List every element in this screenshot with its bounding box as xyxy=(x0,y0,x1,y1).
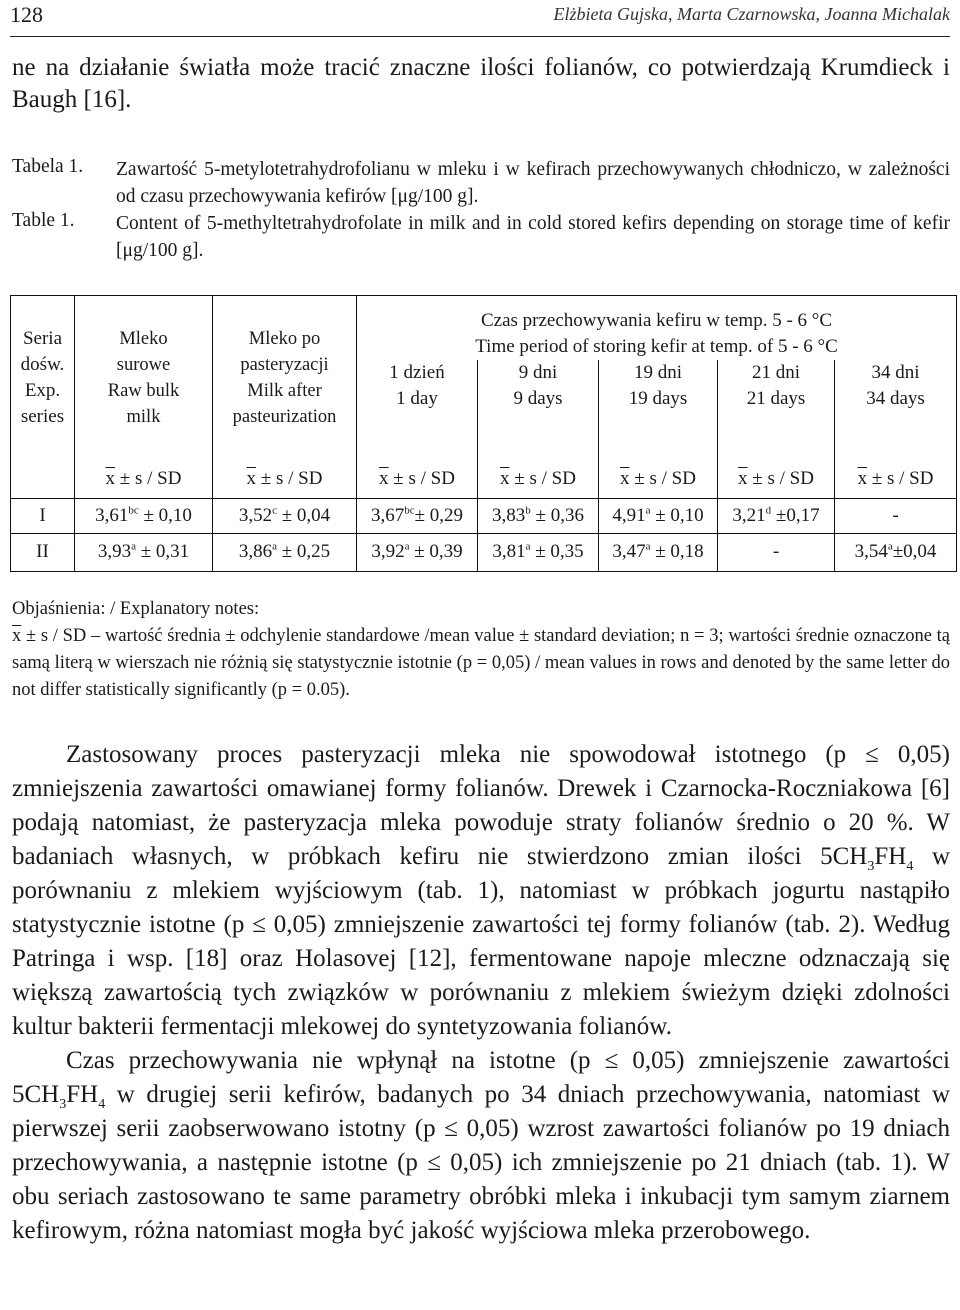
header-raw-milk: Mleko surowe Raw bulk milk xyxy=(75,296,213,461)
body-paragraph-1: Zastosowany proces pasteryzacji mleka nie spowodował istotnego (p ≤ 0,05) zmniejszenia zawartości omawianej formy folianów. Drewek i Czarnocka-Roczniakowa [6] podają natomiast, że pasteryzacja mleka powoduje straty folianów średnio o 20 %. W badaniach własnych, w próbkach kefiru nie stwierdzono zmian ilości $5CH_3FH_4$ w porównaniu z mlekiem wyjściowym (tab. 1), natomiast w próbkach jogurtu nastąpiło statystycznie istotne (p ≤ 0,05) zmniejszenie zawartości tej formy folianów (tab. 2). Według Patringa i wsp. [18] oraz Holasovej [12], fermentowane napoje mleczne odznaczają się większą zawartością tych związków w porównaniu z mlekiem świeżym dzięki zdolności kultur bakterii fermentacji mlekowej do syntetyzowania folianów. xyxy=(12,741,950,1040)
stat-header: $\overline{x} \pm s$ / SD xyxy=(478,460,599,498)
row-series-label: I xyxy=(11,498,75,533)
page-number: 128 xyxy=(10,2,43,27)
body-paragraph-2: Czas przechowywania nie wpłynął na istotne (p ≤ 0,05) zmniejszenie zawartości $5CH_3FH_4$ w drugiej serii kefirów, badanych po 34 dniach przechowywania, natomiast w pierwszej serii zaobserwowano istotny (p ≤ 0,05) wzrost zawartości folianów po 19 dniach przechowywania, a następnie istotne (p ≤ 0,05) ich zmniejszenie po 21 dniach (tab. 1). W obu seriach zastosowano te same parametry obróbki mleka i inkubacji tym samym ziarnem kefirowym, różna natomiast mogła być jakość wyjściowa mleka przerobowego. xyxy=(12,1047,950,1244)
header-day-21: 21 dni 21 days xyxy=(718,360,835,460)
intro-paragraph: ne na działanie światła może tracić znaczne ilości folianów, co potwierdzają Krumdieck i Baugh [16]. xyxy=(12,54,950,113)
stat-header: $\overline{x} \pm s$ / SD xyxy=(835,460,957,498)
table-cell: 3,21$^d$ ±0,17 xyxy=(718,498,835,533)
header-storage-time: Czas przechowywania kefiru w temp. 5 - 6 °C Time period of storing kefir at temp. of 5 - 6 °C xyxy=(357,296,957,361)
header-day-19: 19 dni 19 days xyxy=(599,360,718,460)
table-notes xyxy=(12,596,950,704)
table-cell: 4,91$^a$ ± 0,10 xyxy=(599,498,718,533)
stat-header: $\overline{x} \pm s$ / SD xyxy=(357,460,478,498)
caption-text-en: Content of 5-methyltetrahydrofolate in milk and in cold stored kefirs depending on storage time of kefir [μg/100 g]. xyxy=(116,213,950,261)
stat-header: $\overline{x} \pm s$ / SD xyxy=(599,460,718,498)
table-cell: 3,93$^a$ ± 0,31 xyxy=(75,533,213,571)
stat-header: $\overline{x} \pm s$ / SD xyxy=(75,460,213,498)
table-cell: 3,67$^{bc}$± 0,29 xyxy=(357,498,478,533)
stat-header: $\overline{x} \pm s$ / SD xyxy=(718,460,835,498)
table-cell: 3,92$^a$ ± 0,39 xyxy=(357,533,478,571)
caption-label-pl: Tabela 1. xyxy=(12,156,84,177)
header-day-9: 9 dni 9 days xyxy=(478,360,599,460)
running-header-authors: Elżbieta Gujska, Marta Czarnowska, Joanna Michalak xyxy=(553,4,950,24)
table-cell: 3,47$^a$ ± 0,18 xyxy=(599,533,718,571)
header-series: Seria dośw. Exp. series xyxy=(11,296,75,461)
table-cell: 3,61$^{bc}$ ± 0,10 xyxy=(75,498,213,533)
table-cell: 3,52$^c$ ± 0,04 xyxy=(213,498,357,533)
stat-header: $\overline{x} \pm s$ / SD xyxy=(213,460,357,498)
table-cell: 3,54$^a$±0,04 xyxy=(835,533,957,571)
body-text xyxy=(12,738,950,1248)
header-day-1: 1 dzień 1 day xyxy=(357,360,478,460)
table-cell: 3,86$^a$ ± 0,25 xyxy=(213,533,357,571)
table-row xyxy=(11,498,957,533)
notes-title: Objaśnienia: / Explanatory notes: xyxy=(12,599,260,619)
header-pasteurized-milk: Mleko po pasteryzacji Milk after pasteurization xyxy=(213,296,357,461)
notes-text: $\overline{x} \pm s$ / SD – wartość średnia ± odchylenie standardowe /mean value ± standard deviation; n = 3; wartości średnie oznaczone tą samą literą w wierszach nie różnią się statystycznie istotnie (p = 0,05) / mean values in rows and denoted by the same letter do not differ statistically significantly (p = 0.05). xyxy=(12,626,950,700)
table-cell: 3,83$^b$ ± 0,36 xyxy=(478,498,599,533)
table-row xyxy=(11,533,957,571)
caption-text-pl: Zawartość 5-metylotetrahydrofolianu w mleku i w kefirach przechowywanych chłodniczo, w zależności od czasu przechowywania kefirów [μg/100 g]. xyxy=(116,159,950,207)
header-divider xyxy=(10,36,950,37)
caption-label-en: Table 1. xyxy=(12,210,75,231)
table-cell: 3,81$^a$ ± 0,35 xyxy=(478,533,599,571)
table-cell: - xyxy=(835,498,957,533)
header-day-34: 34 dni 34 days xyxy=(835,360,957,460)
table-cell: - xyxy=(718,533,835,571)
row-series-label: II xyxy=(11,533,75,571)
data-table xyxy=(10,295,957,572)
